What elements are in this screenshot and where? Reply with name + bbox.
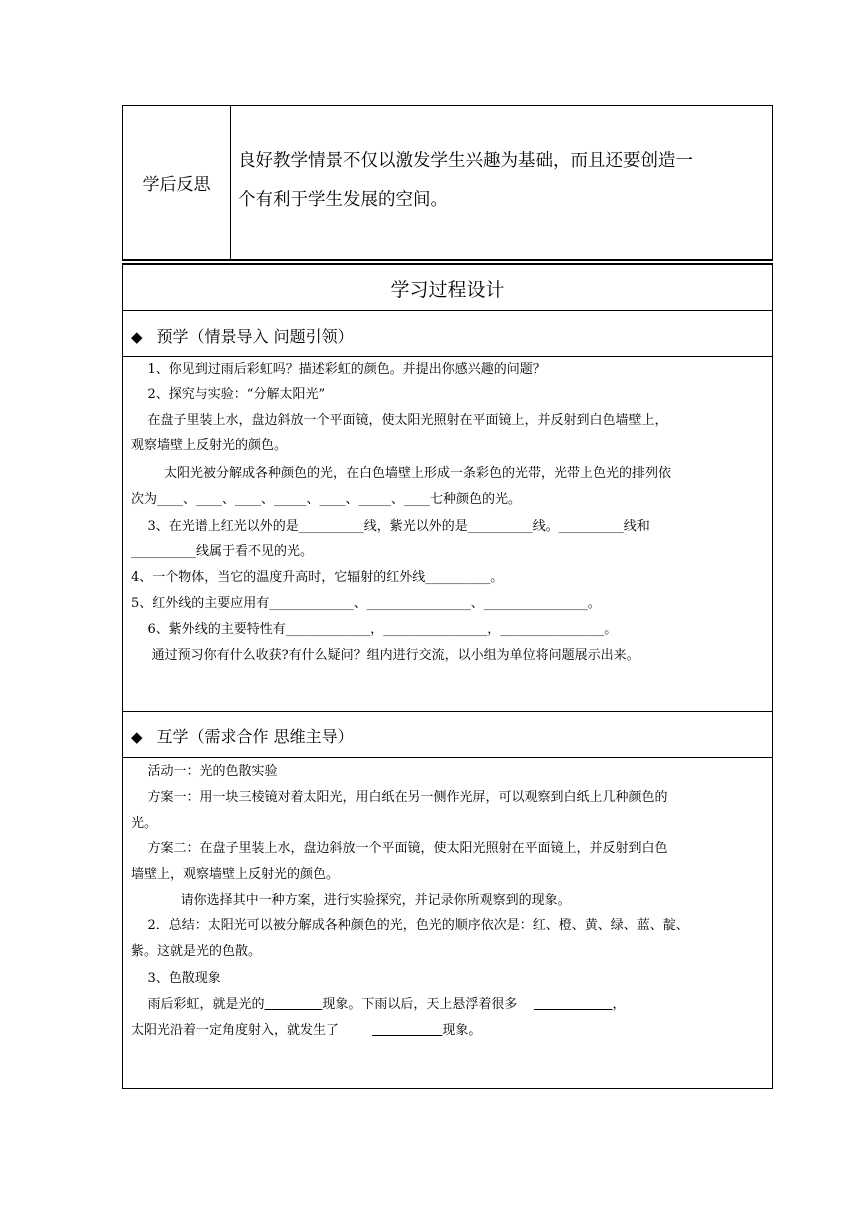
reflection-text [238, 142, 764, 220]
preview-line: 在盘子里装上水，盘边斜放一个平面镜，使太阳光照射在平面镜上，并反射到白色墙壁上， [131, 413, 668, 428]
blank-droplets [534, 997, 613, 1012]
mutual-line: 墙壁上，观察墙壁上反射光的颜色。 [131, 867, 340, 882]
preview-line: 3、在光谱上红光以外的是__________线，紫光以外的是__________线。__________线和 [131, 519, 650, 534]
mutual-heading-text: 互学（需求合作 思维主导） [156, 727, 354, 746]
preview-line: 5、红外线的主要应用有_____________、________________、________________。 [131, 596, 601, 611]
preview-line: __________线属于看不见的光。 [131, 544, 314, 559]
rainbow-text: 现象。下雨以后，天上悬浮着很多 [322, 997, 518, 1012]
preview-line: 6、紫外线的主要特性有_____________，________________，________________。 [131, 622, 618, 637]
mutual-line: 活动一：光的色散实验 [131, 764, 278, 779]
mutual-line: 方案二：在盘子里装上水，盘边斜放一个平面镜，使太阳光照射在平面镜上，并反射到白色 [131, 841, 668, 856]
diamond-bullet-icon: ◆ [131, 728, 143, 746]
divider [123, 711, 772, 712]
mutual-line: 方案一：用一块三棱镜对着太阳光，用白纸在另一侧作光屏，可以观察到白纸上几种颜色的 [131, 790, 668, 805]
preview-line: 2、探究与实验：“分解太阳光” [131, 387, 326, 402]
rainbow-text: 太阳光沿着一定角度射入，就发生了 [131, 1023, 340, 1038]
learning-design-table [122, 263, 773, 1089]
divider [123, 310, 772, 311]
preview-heading [131, 324, 354, 347]
mutual-heading [131, 724, 354, 747]
reflection-label: 学后反思 [123, 106, 231, 259]
reflection-line: 良好教学情景不仅以激发学生兴趣为基础，而且还要创造一 [238, 151, 693, 171]
divider [123, 757, 772, 758]
preview-line: 1、你见到过雨后彩虹吗？描述彩虹的颜色。并提出你感兴趣的问题？ [131, 362, 546, 377]
blank-phenomenon [372, 1023, 442, 1038]
rainbow-text: 雨后彩虹，就是光的 [131, 997, 265, 1012]
mutual-line: 3、色散现象 [131, 971, 221, 986]
mutual-line: 请你选择其中一种方案，进行实验探究，并记录你所观察到的现象。 [131, 893, 571, 908]
reflection-line: 个有利于学生发展的空间。 [238, 190, 448, 210]
blank-dispersion [265, 997, 323, 1012]
mutual-line: 紫。这就是光的色散。 [131, 944, 262, 959]
preview-line: 观察墙壁上反射光的颜色。 [131, 438, 288, 453]
rainbow-line [131, 997, 625, 1013]
preview-line: 次为____、____、____、_____、____、_____、____七种颜色的光。 [131, 492, 522, 507]
reflection-table [122, 105, 773, 261]
diamond-bullet-icon: ◆ [131, 328, 143, 346]
preview-heading-text: 预学（情景导入 问题引领） [156, 327, 354, 346]
preview-line: 通过预习你有什么收获?有什么疑问？组内进行交流，以小组为单位将问题展示出来。 [131, 648, 640, 663]
preview-line: 4、一个物体，当它的温度升高时，它辐射的红外线__________。 [131, 570, 504, 585]
design-title: 学习过程设计 [390, 279, 505, 301]
rainbow-text: ， [612, 997, 626, 1012]
mutual-line: 光。 [131, 816, 158, 831]
rainbow-line [131, 1023, 481, 1039]
mutual-line: 2．总结：太阳光可以被分解成各种颜色的光，色光的顺序依次是：红、橙、黄、绿、蓝、靛、 [131, 918, 689, 933]
rainbow-text: 现象。 [442, 1023, 482, 1038]
preview-line: 太阳光被分解成各种颜色的光，在白色墙壁上形成一条彩色的光带，光带上色光的排列依 [131, 466, 672, 481]
divider [123, 356, 772, 357]
